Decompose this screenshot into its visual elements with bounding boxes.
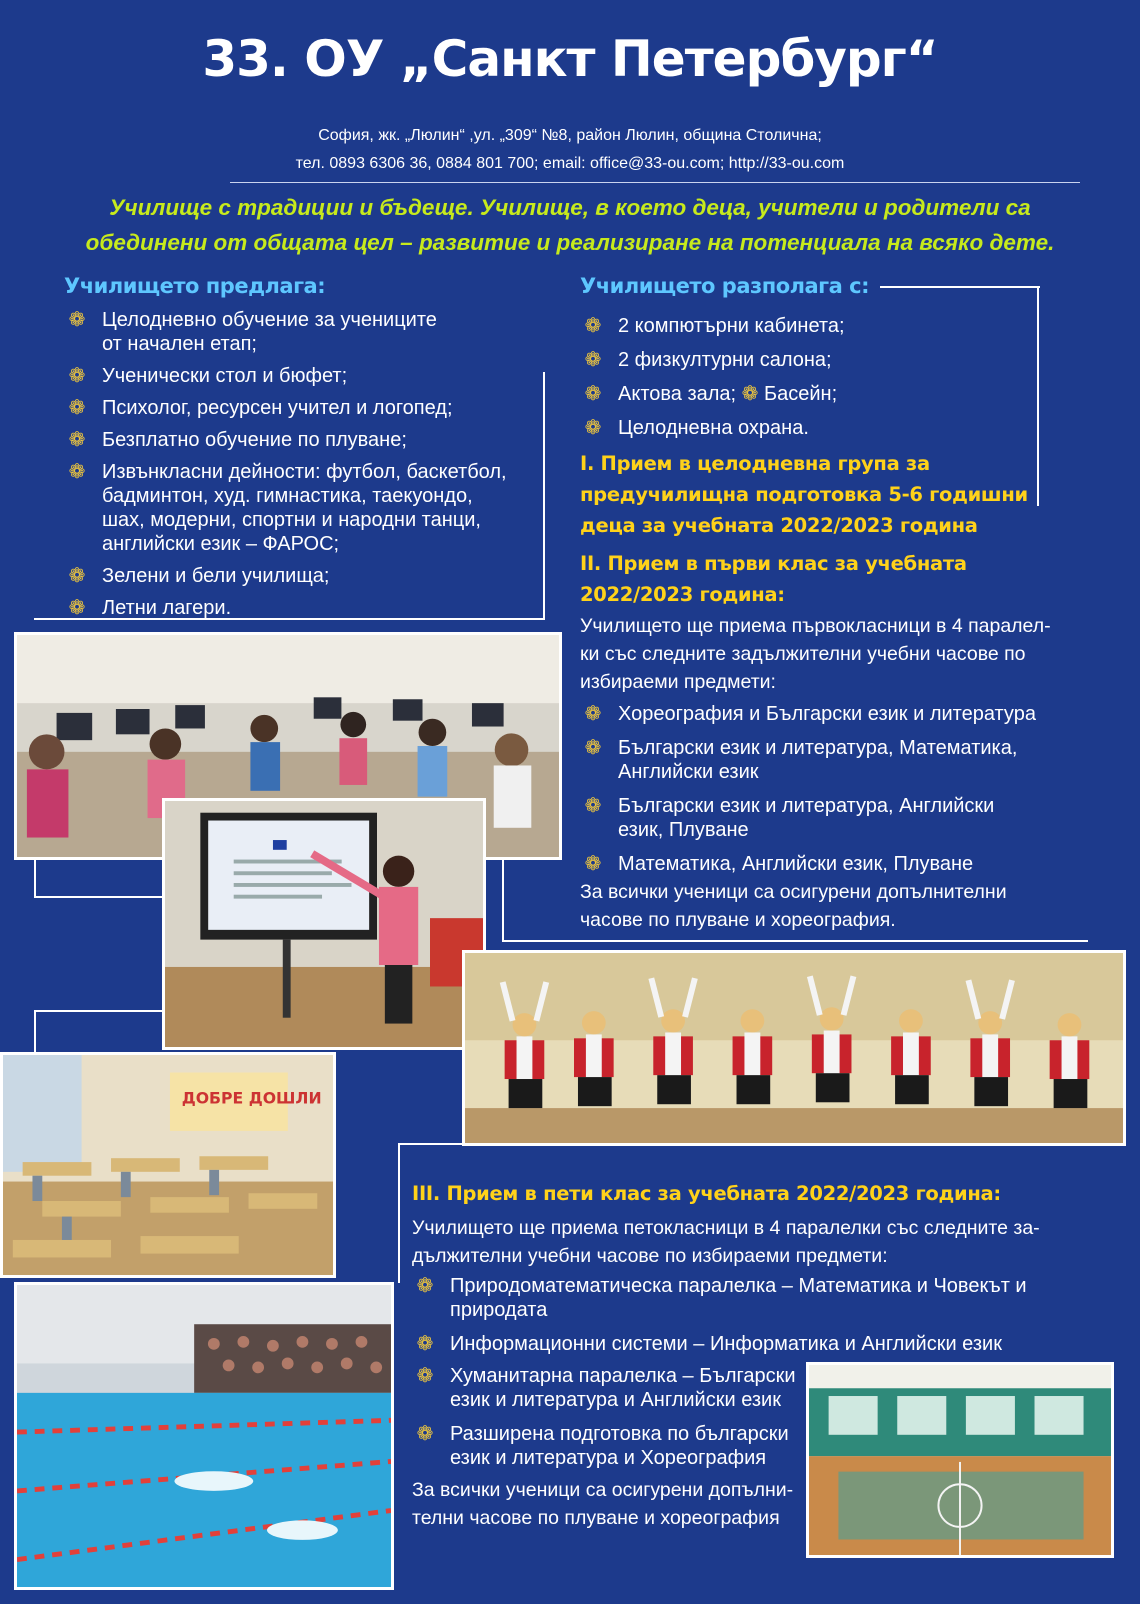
flower-bullet-icon: ❁	[584, 795, 602, 817]
list-item: ❁ Информационни системи – Информатика и Английски език	[412, 1332, 1102, 1356]
frame-line	[398, 1143, 466, 1145]
list-item: ❁ Хореография и Български език и литература	[580, 702, 1070, 726]
list-item: ❁ Целодневно обучение за учениците от начален етап;	[64, 308, 534, 356]
list-item: ❁ Летни лагери.	[64, 596, 534, 620]
flower-bullet-icon: ❁	[584, 853, 602, 875]
list-item: ❁ Разширена подготовка по български език и литература и Хореография	[412, 1422, 802, 1470]
flower-bullet-icon: ❁	[584, 315, 602, 337]
list-item: ❁ 2 физкултурни салона;	[580, 348, 1030, 372]
swimming-pool-photo	[14, 1282, 394, 1590]
svg-text:ДОБРЕ ДОШЛИ: ДОБРЕ ДОШЛИ	[181, 1088, 322, 1108]
frame-line	[34, 858, 36, 898]
frame-line	[502, 858, 504, 942]
list-item: ❁ Безплатно обучение по плуване;	[64, 428, 534, 452]
frame-line	[34, 1010, 36, 1052]
flower-bullet-icon: ❁	[416, 1423, 434, 1445]
flower-bullet-icon: ❁	[584, 349, 602, 371]
flower-bullet-icon: ❁	[68, 309, 86, 331]
frame-line	[543, 372, 545, 620]
flower-bullet-icon: ❁	[416, 1365, 434, 1387]
facilities-list	[580, 314, 1030, 440]
flower-bullet-icon: ❁	[584, 383, 602, 405]
offers-list	[64, 308, 534, 620]
frame-line	[34, 1010, 164, 1012]
flower-bullet-icon: ❁	[68, 397, 86, 419]
first-grade-note: За всички ученици са осигурени допълнителни часове по плуване и хореография.	[580, 881, 1007, 931]
list-item: ❁ Български език и литература, Английски език, Плуване	[580, 794, 1070, 842]
list-item: ❁ Актова зала; ❁ Басейн;	[580, 382, 1030, 406]
page-title: 33. ОУ „Санкт Петербург“	[202, 30, 938, 88]
admission-fifth-grade-heading: III. Прием в пети клас за учебната 2022/2023 година:	[412, 1182, 1001, 1205]
list-item: ❁ Природоматематическа паралелка – Математика и Човекът и природата	[412, 1274, 1102, 1322]
offers-heading: Училището предлага:	[64, 274, 326, 298]
contacts-line: тел. 0893 6306 36, 0884 801 700; email: office@33-ou.com; http://33-ou.com	[295, 155, 845, 172]
header-divider	[230, 182, 1080, 183]
address-line: София, жк. „Люлин“ ,ул. „309“ №8, район Люлин, община Столична;	[318, 127, 822, 144]
list-item: ❁ Хуманитарна паралелка – Български език и литература и Английски език	[412, 1364, 802, 1412]
folk-dance-photo	[462, 950, 1126, 1146]
first-grade-subjects	[580, 702, 1070, 876]
fifth-grade-note: За всички ученици са осигурени допълни- телни часове по плуване и хореография	[412, 1479, 794, 1529]
admission-first-grade-heading: II. Прием в първи клас за учебната 2022/2023 година:	[580, 552, 967, 606]
flower-bullet-icon: ❁	[416, 1333, 434, 1355]
flower-bullet-icon: ❁	[416, 1275, 434, 1297]
fifth-grade-list-2	[412, 1364, 802, 1470]
motto-line-2: обединени от общата цел – развитие и реализиране на потенциала на всяко дете.	[85, 230, 1055, 255]
list-item: ❁ 2 компютърни кабинета;	[580, 314, 1030, 338]
flower-bullet-icon: ❁	[68, 461, 86, 483]
flower-bullet-icon: ❁	[584, 417, 602, 439]
flower-bullet-icon: ❁	[584, 703, 602, 725]
list-item: ❁ Зелени и бели училища;	[64, 564, 534, 588]
flower-bullet-icon: ❁	[68, 597, 86, 619]
frame-line	[398, 1143, 400, 1283]
flower-bullet-icon: ❁	[68, 429, 86, 451]
list-item: ❁ Ученически стол и бюфет;	[64, 364, 534, 388]
facilities-heading: Училището разполага с:	[580, 274, 869, 298]
frame-line	[880, 286, 1040, 288]
list-item: ❁ Български език и литература, Математика, Английски език	[580, 736, 1070, 784]
motto-line-1: Училище с традиции и бъдеще. Училище, в което деца, учители и родители са	[109, 195, 1031, 220]
admission-first-grade-intro: Училището ще приема първокласници в 4 паралел- ки със следните задължителни учебни часове по избираеми предмети:	[580, 615, 1051, 693]
teacher-board-photo	[162, 798, 486, 1050]
fifth-grade-list-1	[412, 1274, 1102, 1356]
frame-line	[502, 940, 1088, 942]
flower-bullet-icon: ❁	[741, 383, 759, 405]
admission-fifth-grade-intro: Училището ще приема петокласници в 4 паралелки със следните за- дължителни учебни часове по избираеми предмети:	[412, 1217, 1040, 1267]
frame-line	[34, 896, 164, 898]
gym-hall-photo	[806, 1362, 1114, 1558]
list-item: ❁ Психолог, ресурсен учител и логопед;	[64, 396, 534, 420]
flower-bullet-icon: ❁	[68, 365, 86, 387]
flower-bullet-icon: ❁	[584, 737, 602, 759]
list-item: ❁ Целодневна охрана.	[580, 416, 1030, 440]
flower-bullet-icon: ❁	[68, 565, 86, 587]
admission-preschool: I. Прием в целодневна група за предучилищна подготовка 5-6 годишни деца за учебната 2022/2023 година	[580, 452, 1028, 537]
motto	[40, 190, 1100, 260]
list-item: ❁ Математика, Английски език, Плуване	[580, 852, 1070, 876]
list-item: ❁ Извънкласни дейности: футбол, баскетбол, бадминтон, худ. гимнастика, таекуондо, шах, модерни, спортни и народни танци, английски език – ФАРОС;	[64, 460, 534, 556]
classroom-photo	[0, 1052, 336, 1278]
